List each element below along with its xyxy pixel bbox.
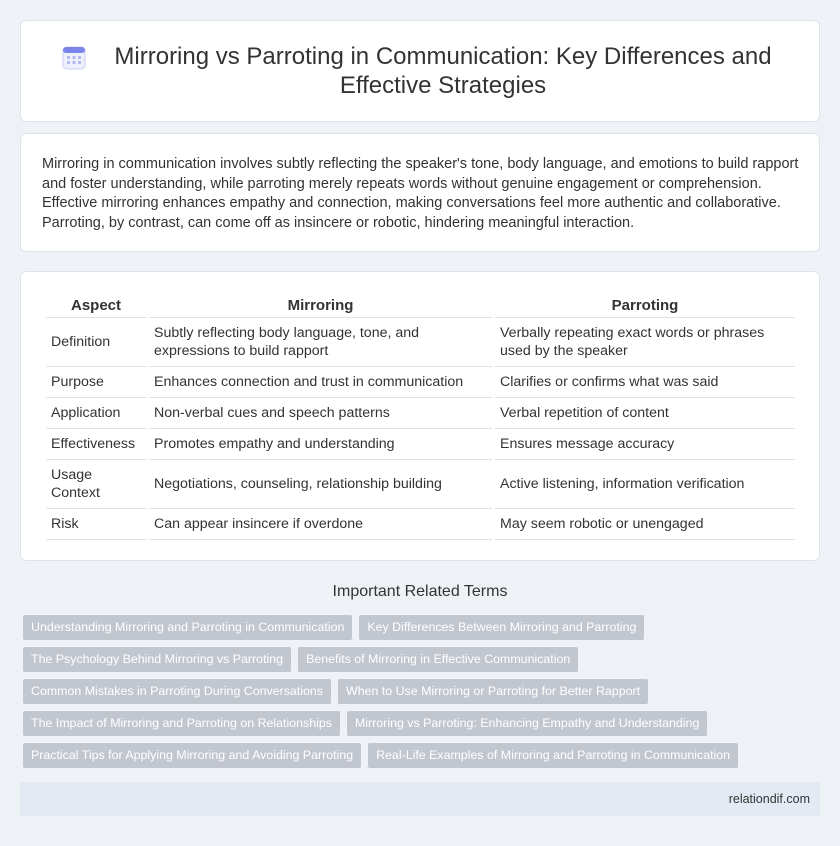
related-term-tag[interactable]: When to Use Mirroring or Parroting for Better Rapport (338, 679, 648, 704)
related-term-tag[interactable]: Benefits of Mirroring in Effective Communication (298, 647, 578, 672)
site-credit[interactable]: relationdif.com (728, 792, 810, 806)
comparison-table (43, 296, 798, 540)
cell-parroting: Active listening, information verification (495, 460, 795, 509)
cell-aspect: Risk (46, 509, 146, 540)
cell-aspect: Purpose (46, 367, 146, 398)
tag-row (23, 615, 823, 640)
title-card (20, 20, 820, 122)
related-term-tag[interactable]: Understanding Mirroring and Parroting in Communication (23, 615, 352, 640)
table-row (46, 398, 795, 429)
tag-row (23, 711, 823, 736)
cell-mirroring: Enhances connection and trust in communication (149, 367, 492, 398)
cell-parroting: Verbal repetition of content (495, 398, 795, 429)
cell-aspect: Usage Context (46, 460, 146, 509)
related-terms-heading: Important Related Terms (332, 583, 508, 600)
table-row (46, 429, 795, 460)
table-row (46, 509, 795, 540)
cell-parroting: May seem robotic or unengaged (495, 509, 795, 540)
related-term-tag[interactable]: The Impact of Mirroring and Parroting on Relationships (23, 711, 340, 736)
cell-mirroring: Promotes empathy and understanding (149, 429, 492, 460)
related-term-tag[interactable]: The Psychology Behind Mirroring vs Parroting (23, 647, 291, 672)
title-row (21, 21, 819, 121)
cell-mirroring: Negotiations, counseling, relationship building (149, 460, 492, 509)
tag-row (23, 679, 823, 704)
related-term-tag[interactable]: Practical Tips for Applying Mirroring and Avoiding Parroting (23, 743, 361, 768)
page-title: Mirroring vs Parroting in Communication: Key Differences and Effective Strategies (114, 43, 772, 99)
related-terms-list (23, 615, 823, 775)
header-aspect: Aspect (46, 296, 146, 318)
table-row (46, 460, 795, 509)
table-row (46, 367, 795, 398)
table-header-row (46, 296, 795, 318)
cell-parroting: Verbally repeating exact words or phrases used by the speaker (495, 318, 795, 367)
footer (20, 782, 820, 816)
tag-row (23, 743, 823, 768)
cell-aspect: Effectiveness (46, 429, 146, 460)
related-term-tag[interactable]: Real-Life Examples of Mirroring and Parroting in Communication (368, 743, 738, 768)
related-term-tag[interactable]: Common Mistakes in Parroting During Conversations (23, 679, 331, 704)
cell-mirroring: Non-verbal cues and speech patterns (149, 398, 492, 429)
related-term-tag[interactable]: Mirroring vs Parroting: Enhancing Empathy and Understanding (347, 711, 707, 736)
related-term-tag[interactable]: Key Differences Between Mirroring and Parroting (359, 615, 644, 640)
cell-parroting: Clarifies or confirms what was said (495, 367, 795, 398)
tag-row (23, 647, 823, 672)
header-mirroring: Mirroring (149, 296, 492, 318)
header-parroting: Parroting (495, 296, 795, 318)
cell-mirroring: Can appear insincere if overdone (149, 509, 492, 540)
intro-paragraph: Mirroring in communication involves subtly reflecting the speaker's tone, body language, and emotions to build rapport and foster understanding, while parroting merely repeats words without genuine engagement or comprehension. Effective mirroring enhances empathy and connection, making conversations feel more authentic and collaborative. Parroting, by contrast, can come off as insincere or robotic, hindering meaningful interaction. (42, 156, 799, 231)
cell-mirroring: Subtly reflecting body language, tone, and expressions to build rapport (149, 318, 492, 367)
cell-parroting: Ensures message accuracy (495, 429, 795, 460)
comparison-card (20, 271, 820, 561)
calendar-icon (61, 45, 87, 71)
cell-aspect: Application (46, 398, 146, 429)
table-row (46, 318, 795, 367)
intro-card (20, 133, 820, 252)
cell-aspect: Definition (46, 318, 146, 367)
